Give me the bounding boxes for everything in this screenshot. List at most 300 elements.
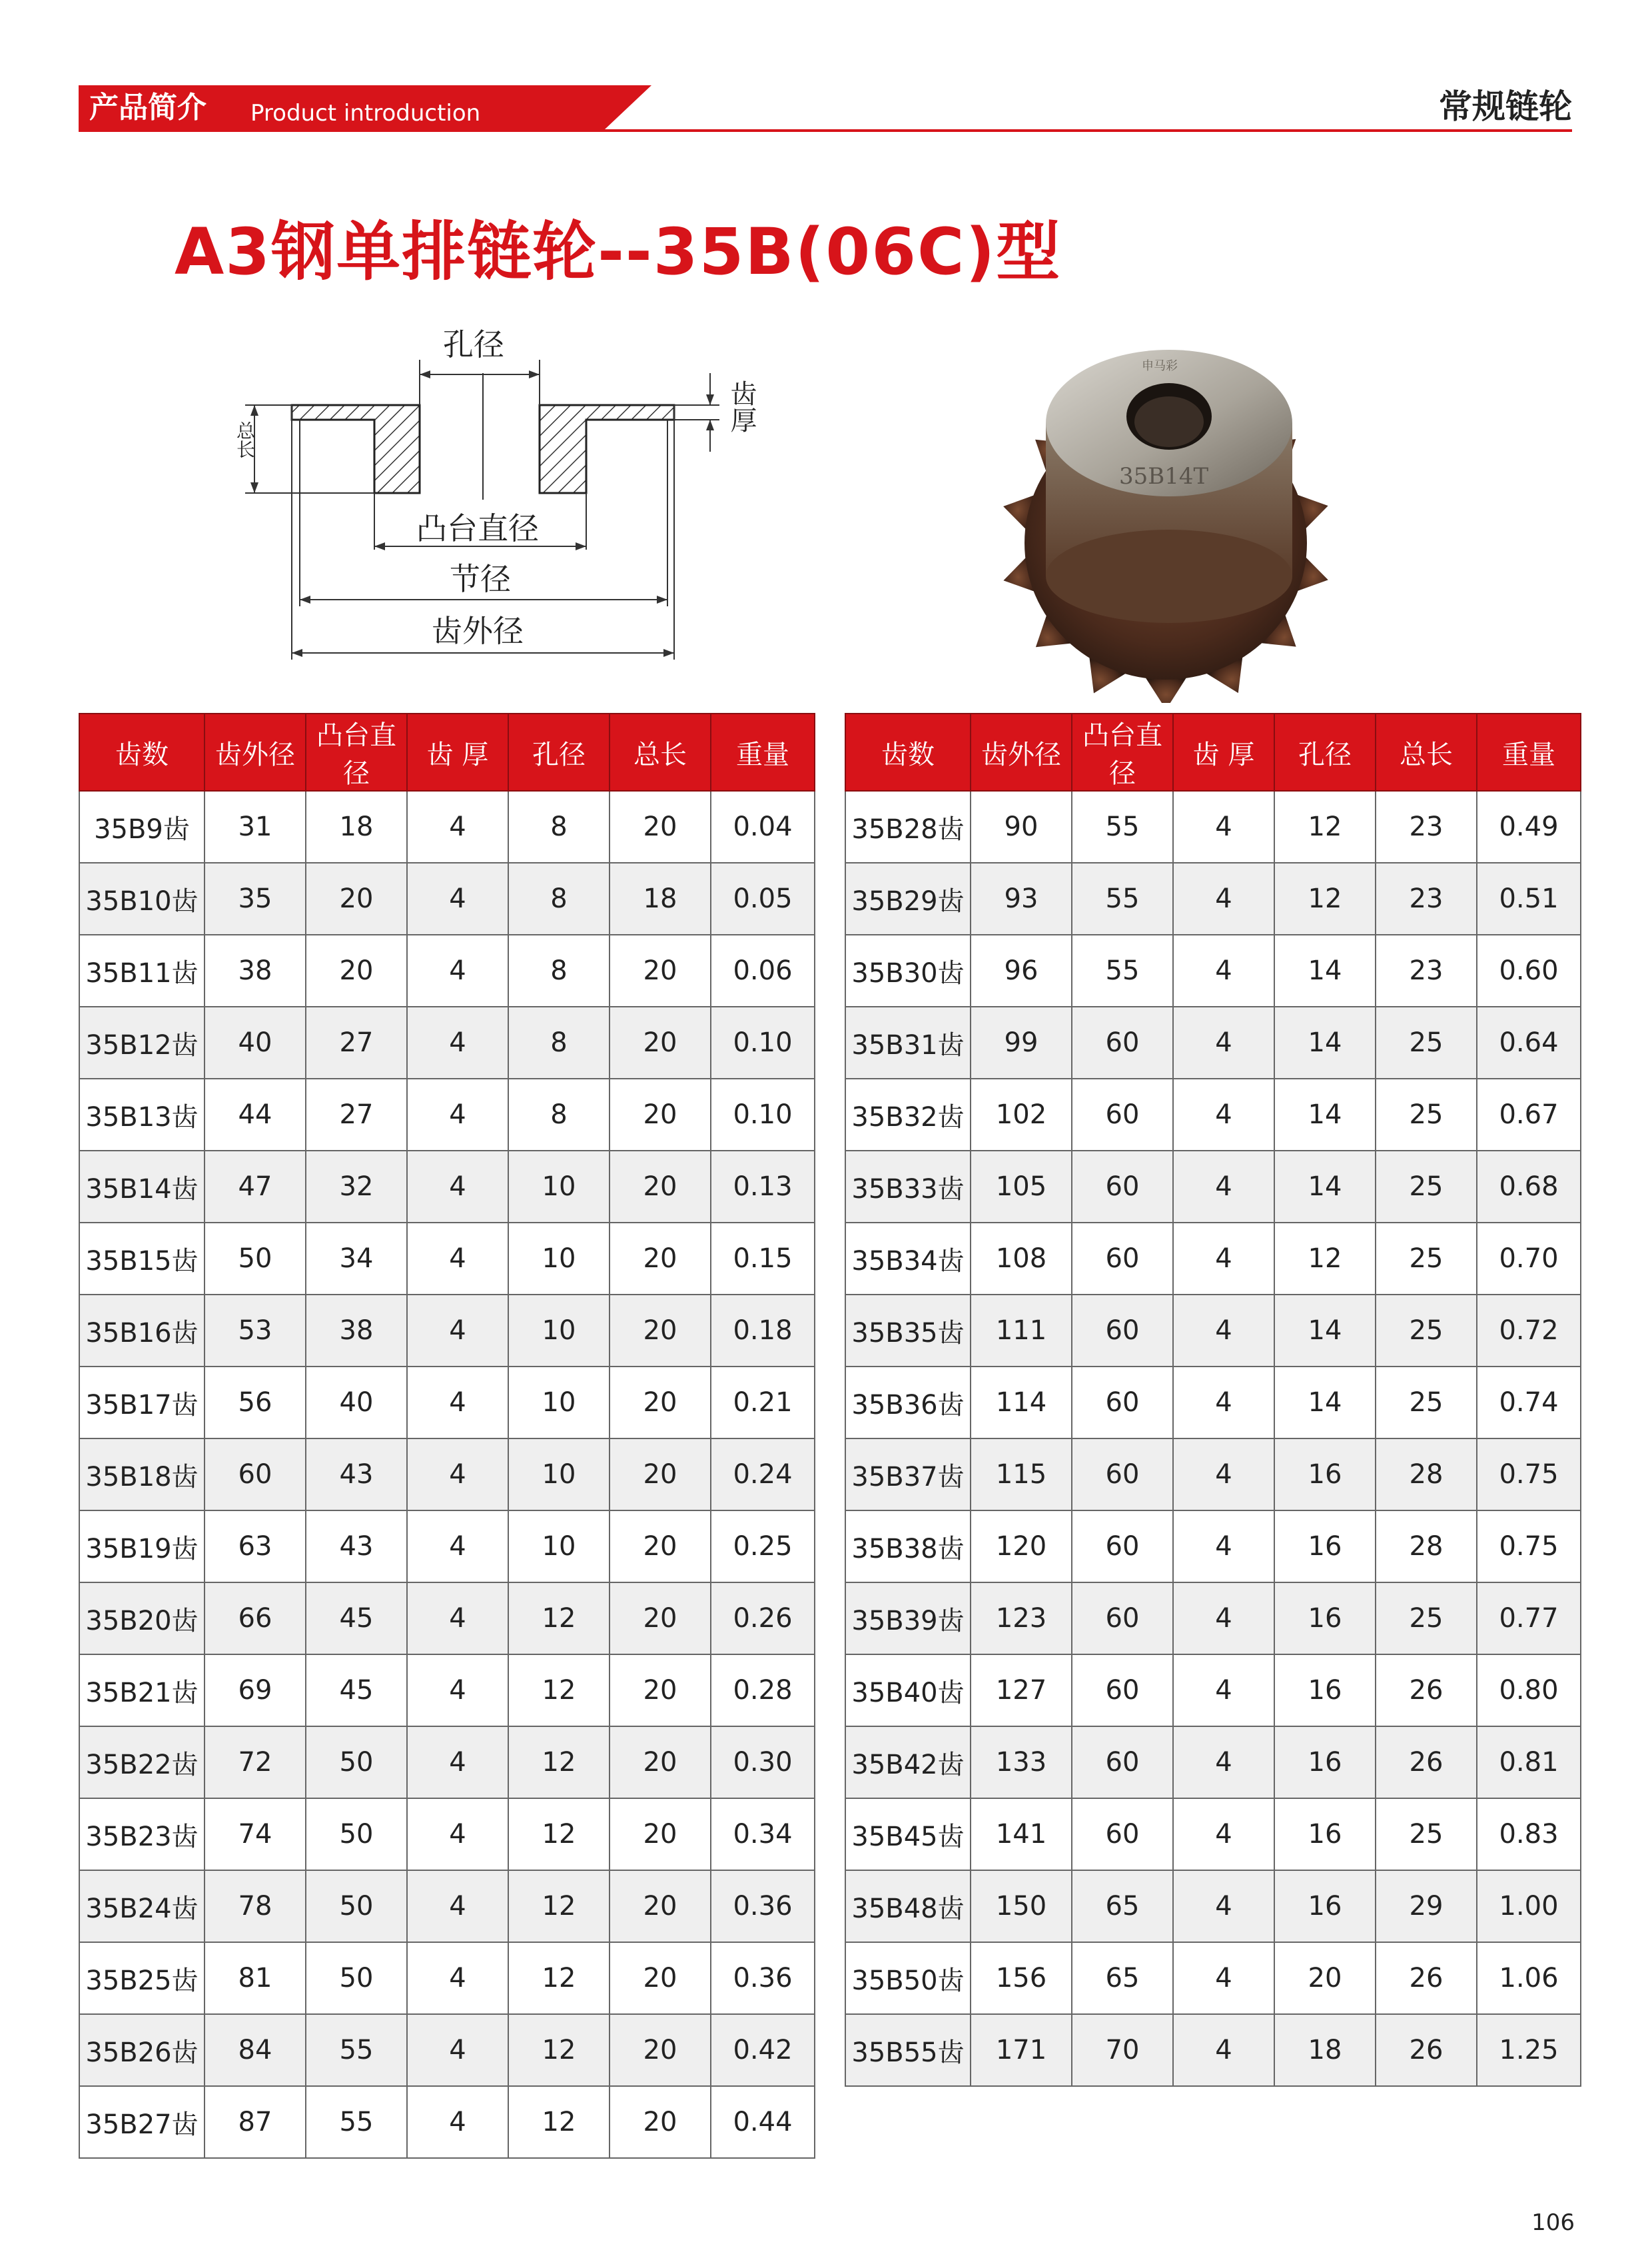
table-cell: 4 — [1173, 1942, 1274, 2014]
table-row — [79, 1151, 815, 1223]
table-cell: 35B24齿 — [79, 1870, 205, 1942]
table-cell: 4 — [407, 1079, 508, 1151]
table-row — [845, 1654, 1581, 1726]
table-cell: 60 — [1072, 1007, 1173, 1079]
table-cell: 23 — [1376, 863, 1477, 935]
table-cell: 35B26齿 — [79, 2014, 205, 2086]
table-cell: 4 — [1173, 1079, 1274, 1151]
table-cell: 78 — [205, 1870, 306, 1942]
table-cell: 66 — [205, 1582, 306, 1654]
table-cell: 35B14齿 — [79, 1151, 205, 1223]
table-row — [845, 1223, 1581, 1295]
table-row — [845, 1438, 1581, 1510]
table-cell: 25 — [1376, 1295, 1477, 1367]
table-cell: 0.60 — [1477, 935, 1581, 1007]
table-cell: 0.05 — [711, 863, 815, 935]
table-row — [845, 791, 1581, 863]
table-cell: 4 — [1173, 1007, 1274, 1079]
table-row — [845, 1870, 1581, 1942]
table-cell: 0.30 — [711, 1726, 815, 1798]
table-cell: 0.64 — [1477, 1007, 1581, 1079]
header-bore: 孔径 — [508, 714, 610, 791]
table-cell: 35B22齿 — [79, 1726, 205, 1798]
table-row — [79, 1223, 815, 1295]
table-cell: 1.06 — [1477, 1942, 1581, 2014]
table-cell: 4 — [407, 1295, 508, 1367]
spec-table-right — [845, 713, 1581, 2087]
table-cell: 35B13齿 — [79, 1079, 205, 1151]
table-cell: 108 — [971, 1223, 1072, 1295]
table-cell: 26 — [1376, 1726, 1477, 1798]
table-cell: 96 — [971, 935, 1072, 1007]
table-cell: 10 — [508, 1438, 610, 1510]
header-tooth-thickness: 齿 厚 — [407, 714, 508, 791]
table-cell: 20 — [610, 1726, 711, 1798]
table-cell: 0.49 — [1477, 791, 1581, 863]
table-cell: 0.25 — [711, 1510, 815, 1582]
table-cell: 0.26 — [711, 1582, 815, 1654]
table-cell: 40 — [205, 1007, 306, 1079]
table-cell: 0.28 — [711, 1654, 815, 1726]
table-row — [79, 1367, 815, 1438]
table-cell: 81 — [205, 1942, 306, 2014]
table-cell: 4 — [1173, 1870, 1274, 1942]
sprocket-section-diagram — [226, 326, 779, 680]
table-cell: 133 — [971, 1726, 1072, 1798]
table-cell: 14 — [1274, 1007, 1376, 1079]
table-cell: 60 — [1072, 1582, 1173, 1654]
table-cell: 25 — [1376, 1367, 1477, 1438]
table-cell: 115 — [971, 1438, 1072, 1510]
table-cell: 12 — [508, 1582, 610, 1654]
table-row — [845, 1942, 1581, 2014]
table-cell: 35B45齿 — [845, 1798, 971, 1870]
table-cell: 20 — [610, 2086, 711, 2158]
table-cell: 4 — [1173, 1654, 1274, 1726]
sprocket-photo — [959, 343, 1372, 703]
table-cell: 18 — [306, 791, 407, 863]
table-cell: 40 — [306, 1367, 407, 1438]
header-outer-diameter: 齿外径 — [971, 714, 1072, 791]
table-cell: 14 — [1274, 1151, 1376, 1223]
table-cell: 4 — [407, 2014, 508, 2086]
table-cell: 0.77 — [1477, 1582, 1581, 1654]
table-cell: 35B12齿 — [79, 1007, 205, 1079]
table-cell: 20 — [1274, 1942, 1376, 2014]
table-cell: 0.83 — [1477, 1798, 1581, 1870]
table-row — [845, 1367, 1581, 1438]
header-rule — [79, 129, 1572, 132]
table-row — [845, 1726, 1581, 1798]
table-cell: 0.10 — [711, 1079, 815, 1151]
table-cell: 35B23齿 — [79, 1798, 205, 1870]
table-cell: 4 — [1173, 1798, 1274, 1870]
table-row — [79, 1942, 815, 2014]
table-cell: 10 — [508, 1151, 610, 1223]
sprocket-illustration — [959, 343, 1372, 703]
table-cell: 55 — [1072, 935, 1173, 1007]
table-cell: 14 — [1274, 1079, 1376, 1151]
table-row — [845, 1007, 1581, 1079]
outer-diameter-label: 齿外径 — [432, 613, 524, 649]
table-cell: 0.72 — [1477, 1295, 1581, 1367]
table-cell: 20 — [610, 1223, 711, 1295]
table-cell: 12 — [1274, 791, 1376, 863]
table-row — [79, 1510, 815, 1582]
table-cell: 0.15 — [711, 1223, 815, 1295]
table-cell: 12 — [1274, 863, 1376, 935]
table-cell: 4 — [1173, 1295, 1274, 1367]
table-cell: 20 — [610, 1942, 711, 2014]
table-cell: 0.06 — [711, 935, 815, 1007]
table-cell: 20 — [610, 2014, 711, 2086]
table-cell: 43 — [306, 1438, 407, 1510]
table-cell: 23 — [1376, 935, 1477, 1007]
table-header-row — [845, 714, 1581, 791]
table-cell: 35B30齿 — [845, 935, 971, 1007]
table-cell: 4 — [407, 1654, 508, 1726]
table-cell: 60 — [1072, 1295, 1173, 1367]
table-cell: 0.10 — [711, 1007, 815, 1079]
table-cell: 60 — [1072, 1367, 1173, 1438]
table-cell: 35B35齿 — [845, 1295, 971, 1367]
table-cell: 27 — [306, 1007, 407, 1079]
table-cell: 25 — [1376, 1007, 1477, 1079]
table-cell: 16 — [1274, 1654, 1376, 1726]
table-cell: 60 — [1072, 1438, 1173, 1510]
table-cell: 8 — [508, 791, 610, 863]
table-cell: 35B20齿 — [79, 1582, 205, 1654]
table-cell: 28 — [1376, 1510, 1477, 1582]
table-cell: 18 — [1274, 2014, 1376, 2086]
section-title-cn: 产品简介 — [89, 91, 206, 125]
table-cell: 60 — [205, 1438, 306, 1510]
table-cell: 50 — [306, 1942, 407, 2014]
category-label: 常规链轮 — [1439, 87, 1572, 126]
table-cell: 0.80 — [1477, 1654, 1581, 1726]
table-cell: 35B17齿 — [79, 1367, 205, 1438]
table-cell: 12 — [508, 2014, 610, 2086]
table-cell: 14 — [1274, 1295, 1376, 1367]
table-cell: 35B15齿 — [79, 1223, 205, 1295]
table-cell: 4 — [1173, 1438, 1274, 1510]
table-cell: 35B34齿 — [845, 1223, 971, 1295]
table-cell: 120 — [971, 1510, 1072, 1582]
table-cell: 4 — [407, 1438, 508, 1510]
table-cell: 12 — [1274, 1223, 1376, 1295]
table-cell: 171 — [971, 2014, 1072, 2086]
table-cell: 4 — [407, 1870, 508, 1942]
table-cell: 35B39齿 — [845, 1582, 971, 1654]
table-cell: 105 — [971, 1151, 1072, 1223]
table-row — [845, 1798, 1581, 1870]
table-cell: 4 — [407, 1007, 508, 1079]
table-cell: 4 — [407, 1942, 508, 2014]
table-cell: 123 — [971, 1582, 1072, 1654]
table-cell: 25 — [1376, 1079, 1477, 1151]
table-cell: 50 — [205, 1223, 306, 1295]
table-cell: 35B16齿 — [79, 1295, 205, 1367]
table-cell: 0.70 — [1477, 1223, 1581, 1295]
header-tooth-thickness: 齿 厚 — [1173, 714, 1274, 791]
table-cell: 4 — [1173, 2014, 1274, 2086]
table-cell: 35B29齿 — [845, 863, 971, 935]
page-header — [79, 85, 1572, 132]
table-cell: 0.18 — [711, 1295, 815, 1367]
table-cell: 141 — [971, 1798, 1072, 1870]
bore-label: 孔径 — [443, 326, 504, 362]
table-cell: 4 — [1173, 1151, 1274, 1223]
table-row — [845, 2014, 1581, 2086]
table-row — [79, 1726, 815, 1798]
right-table-body — [845, 791, 1581, 2086]
table-cell: 99 — [971, 1007, 1072, 1079]
table-row — [79, 1438, 815, 1510]
table-cell: 26 — [1376, 2014, 1477, 2086]
table-cell: 56 — [205, 1367, 306, 1438]
table-cell: 111 — [971, 1295, 1072, 1367]
table-cell: 4 — [1173, 1582, 1274, 1654]
table-cell: 31 — [205, 791, 306, 863]
table-cell: 20 — [610, 1007, 711, 1079]
table-cell: 65 — [1072, 1870, 1173, 1942]
table-cell: 0.42 — [711, 2014, 815, 2086]
table-row — [845, 1295, 1581, 1367]
table-cell: 35B28齿 — [845, 791, 971, 863]
section-tab-tip — [605, 85, 651, 129]
table-cell: 20 — [610, 1151, 711, 1223]
table-cell: 8 — [508, 935, 610, 1007]
table-cell: 35B31齿 — [845, 1007, 971, 1079]
pitch-diameter-label: 节径 — [450, 561, 511, 597]
table-cell: 84 — [205, 2014, 306, 2086]
table-cell: 156 — [971, 1942, 1072, 2014]
table-cell: 12 — [508, 2086, 610, 2158]
table-cell: 0.44 — [711, 2086, 815, 2158]
table-cell: 28 — [1376, 1438, 1477, 1510]
header-hub-diameter: 凸台直径 — [306, 714, 407, 791]
table-row — [79, 1870, 815, 1942]
table-cell: 27 — [306, 1079, 407, 1151]
page-title: A3钢单排链轮--35B(06C)型 — [175, 215, 1062, 289]
table-cell: 63 — [205, 1510, 306, 1582]
table-cell: 4 — [407, 1367, 508, 1438]
table-cell: 35B18齿 — [79, 1438, 205, 1510]
table-cell: 35B33齿 — [845, 1151, 971, 1223]
table-cell: 26 — [1376, 1942, 1477, 2014]
table-cell: 12 — [508, 1798, 610, 1870]
table-cell: 4 — [407, 1223, 508, 1295]
table-header-row — [79, 714, 815, 791]
table-cell: 14 — [1274, 1367, 1376, 1438]
table-cell: 45 — [306, 1582, 407, 1654]
table-cell: 4 — [1173, 1223, 1274, 1295]
table-row — [79, 791, 815, 863]
table-cell: 12 — [508, 1654, 610, 1726]
header-hub-diameter: 凸台直径 — [1072, 714, 1173, 791]
table-cell: 0.68 — [1477, 1151, 1581, 1223]
table-cell: 16 — [1274, 1510, 1376, 1582]
table-cell: 35B48齿 — [845, 1870, 971, 1942]
table-cell: 60 — [1072, 1079, 1173, 1151]
table-cell: 20 — [610, 1798, 711, 1870]
table-cell: 4 — [1173, 1510, 1274, 1582]
table-cell: 35B55齿 — [845, 2014, 971, 2086]
table-cell: 60 — [1072, 1798, 1173, 1870]
table-cell: 23 — [1376, 791, 1477, 863]
table-cell: 43 — [306, 1510, 407, 1582]
table-cell: 50 — [306, 1870, 407, 1942]
table-cell: 87 — [205, 2086, 306, 2158]
table-cell: 35B37齿 — [845, 1438, 971, 1510]
table-cell: 60 — [1072, 1726, 1173, 1798]
table-row — [79, 1007, 815, 1079]
table-cell: 4 — [407, 863, 508, 935]
table-cell: 0.51 — [1477, 863, 1581, 935]
table-cell: 25 — [1376, 1151, 1477, 1223]
table-cell: 16 — [1274, 1582, 1376, 1654]
photo-small-marking: 申马彩 — [1142, 359, 1178, 373]
header-weight: 重量 — [1477, 714, 1581, 791]
table-cell: 0.75 — [1477, 1510, 1581, 1582]
table-cell: 114 — [971, 1367, 1072, 1438]
table-cell: 32 — [306, 1151, 407, 1223]
table-cell: 4 — [1173, 863, 1274, 935]
table-cell: 25 — [1376, 1582, 1477, 1654]
left-table-body — [79, 791, 815, 2158]
table-cell: 18 — [610, 863, 711, 935]
table-cell: 20 — [610, 1367, 711, 1438]
table-cell: 72 — [205, 1726, 306, 1798]
total-length-label: 总长 — [234, 421, 256, 458]
table-cell: 10 — [508, 1367, 610, 1438]
tooth-thickness-label: 齿厚 — [726, 380, 757, 433]
table-cell: 0.67 — [1477, 1079, 1581, 1151]
table-cell: 20 — [610, 1870, 711, 1942]
table-cell: 60 — [1072, 1510, 1173, 1582]
table-cell: 0.36 — [711, 1942, 815, 2014]
table-cell: 4 — [1173, 791, 1274, 863]
table-cell: 8 — [508, 1079, 610, 1151]
table-cell: 60 — [1072, 1151, 1173, 1223]
table-row — [79, 2014, 815, 2086]
table-row — [79, 1295, 815, 1367]
table-row — [79, 1798, 815, 1870]
table-cell: 20 — [306, 863, 407, 935]
table-cell: 1.00 — [1477, 1870, 1581, 1942]
table-cell: 0.75 — [1477, 1438, 1581, 1510]
table-cell: 12 — [508, 1942, 610, 2014]
table-cell: 0.34 — [711, 1798, 815, 1870]
table-cell: 20 — [610, 1654, 711, 1726]
table-cell: 14 — [1274, 935, 1376, 1007]
header-weight: 重量 — [711, 714, 815, 791]
table-cell: 70 — [1072, 2014, 1173, 2086]
table-row — [845, 863, 1581, 935]
table-row — [79, 2086, 815, 2158]
table-cell: 16 — [1274, 1438, 1376, 1510]
table-row — [845, 1510, 1581, 1582]
table-cell: 0.81 — [1477, 1726, 1581, 1798]
table-row — [79, 863, 815, 935]
table-cell: 0.21 — [711, 1367, 815, 1438]
header-total-length: 总长 — [610, 714, 711, 791]
table-cell: 53 — [205, 1295, 306, 1367]
table-cell: 60 — [1072, 1654, 1173, 1726]
table-cell: 10 — [508, 1223, 610, 1295]
table-cell: 35B9齿 — [79, 791, 205, 863]
table-cell: 50 — [306, 1798, 407, 1870]
table-row — [845, 1151, 1581, 1223]
table-cell: 35 — [205, 863, 306, 935]
table-cell: 35B10齿 — [79, 863, 205, 935]
photo-marking: 35B14T — [1119, 463, 1209, 490]
table-cell: 55 — [1072, 863, 1173, 935]
table-cell: 8 — [508, 1007, 610, 1079]
table-cell: 12 — [508, 1726, 610, 1798]
table-cell: 4 — [407, 935, 508, 1007]
table-cell: 35B50齿 — [845, 1942, 971, 2014]
table-cell: 35B27齿 — [79, 2086, 205, 2158]
table-row — [79, 935, 815, 1007]
table-row — [845, 1582, 1581, 1654]
table-cell: 4 — [1173, 1367, 1274, 1438]
table-cell: 35B19齿 — [79, 1510, 205, 1582]
table-cell: 35B11齿 — [79, 935, 205, 1007]
table-cell: 44 — [205, 1079, 306, 1151]
table-cell: 16 — [1274, 1870, 1376, 1942]
table-cell: 4 — [407, 1151, 508, 1223]
table-cell: 1.25 — [1477, 2014, 1581, 2086]
table-cell: 38 — [306, 1295, 407, 1367]
table-cell: 65 — [1072, 1942, 1173, 2014]
table-cell: 47 — [205, 1151, 306, 1223]
table-cell: 4 — [1173, 935, 1274, 1007]
table-cell: 35B25齿 — [79, 1942, 205, 2014]
table-cell: 4 — [407, 791, 508, 863]
table-cell: 20 — [610, 1295, 711, 1367]
table-cell: 93 — [971, 863, 1072, 935]
table-cell: 35B21齿 — [79, 1654, 205, 1726]
table-cell: 4 — [1173, 1726, 1274, 1798]
table-cell: 20 — [610, 1510, 711, 1582]
table-cell: 90 — [971, 791, 1072, 863]
table-cell: 10 — [508, 1295, 610, 1367]
table-cell: 4 — [407, 1726, 508, 1798]
table-cell: 45 — [306, 1654, 407, 1726]
table-cell: 10 — [508, 1510, 610, 1582]
table-cell: 8 — [508, 863, 610, 935]
table-row — [845, 935, 1581, 1007]
page-number: 106 — [1531, 2209, 1575, 2236]
table-cell: 4 — [407, 2086, 508, 2158]
table-cell: 74 — [205, 1798, 306, 1870]
table-cell: 34 — [306, 1223, 407, 1295]
header-outer-diameter: 齿外径 — [205, 714, 306, 791]
header-total-length: 总长 — [1376, 714, 1477, 791]
table-cell: 12 — [508, 1870, 610, 1942]
table-cell: 35B40齿 — [845, 1654, 971, 1726]
table-cell: 35B32齿 — [845, 1079, 971, 1151]
table-cell: 20 — [610, 791, 711, 863]
table-cell: 55 — [306, 2014, 407, 2086]
table-cell: 4 — [407, 1798, 508, 1870]
table-cell: 55 — [306, 2086, 407, 2158]
table-cell: 20 — [610, 935, 711, 1007]
table-cell: 20 — [610, 1582, 711, 1654]
table-cell: 55 — [1072, 791, 1173, 863]
table-cell: 35B36齿 — [845, 1367, 971, 1438]
